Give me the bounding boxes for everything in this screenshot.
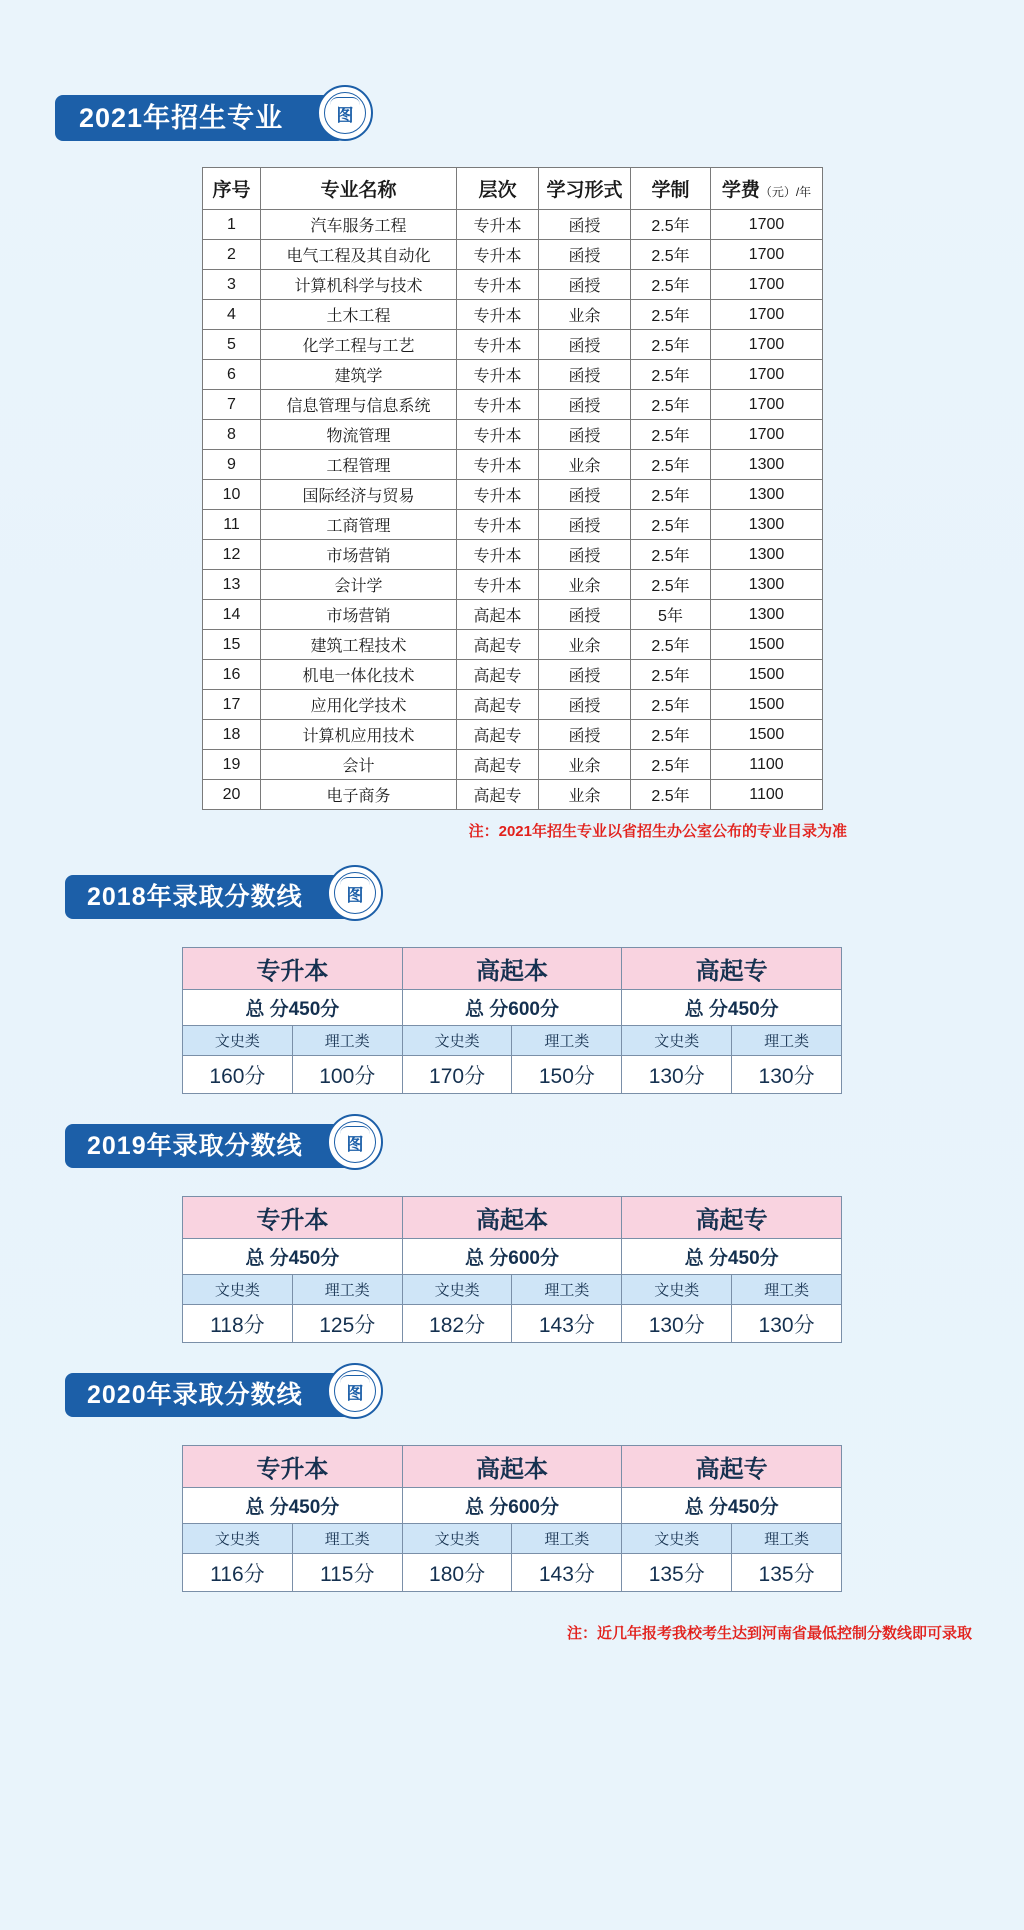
score-level-row — [183, 1446, 842, 1488]
table-row — [203, 360, 823, 390]
cell-study-form: 函授 — [539, 690, 631, 720]
table-row — [203, 300, 823, 330]
score2020-banner-label: 2020年录取分数线 — [65, 1373, 363, 1417]
table-row — [203, 480, 823, 510]
school-seal-icon — [327, 1114, 383, 1170]
school-seal-icon — [317, 85, 373, 141]
total-zsb: 总 分450分 — [183, 1239, 403, 1275]
cell-tuition: 1500 — [711, 630, 823, 660]
table-row — [203, 630, 823, 660]
cell-level: 专升本 — [457, 450, 539, 480]
cell-index: 10 — [203, 480, 261, 510]
cell-level: 高起专 — [457, 660, 539, 690]
cell-study-form: 函授 — [539, 510, 631, 540]
cell-duration: 2.5年 — [631, 240, 711, 270]
cell-major-name: 化学工程与工艺 — [261, 330, 457, 360]
cell-duration: 2.5年 — [631, 330, 711, 360]
cell-tuition: 1100 — [711, 750, 823, 780]
cell-study-form: 函授 — [539, 390, 631, 420]
cat-cell: 文史类 — [622, 1026, 732, 1056]
cell-level: 高起专 — [457, 630, 539, 660]
total-zsb: 总 分450分 — [183, 1488, 403, 1524]
cat-cell: 理工类 — [292, 1275, 402, 1305]
score-value-row — [183, 1305, 842, 1343]
cell-tuition: 1300 — [711, 510, 823, 540]
cell-index: 8 — [203, 420, 261, 450]
cell-study-form: 函授 — [539, 330, 631, 360]
table-row — [203, 390, 823, 420]
cell-tuition: 1500 — [711, 720, 823, 750]
score2018-table — [182, 947, 842, 1094]
level-zsb: 专升本 — [183, 948, 403, 990]
cat-cell: 文史类 — [183, 1026, 293, 1056]
score-cell: 125分 — [292, 1305, 402, 1343]
majors-note: 注：2021年招生专业以省招生办公室公布的专业目录为准 — [468, 823, 847, 840]
level-zsb: 专升本 — [183, 1197, 403, 1239]
cell-tuition: 1700 — [711, 390, 823, 420]
score-cell: 118分 — [183, 1305, 293, 1343]
footer-note: 注：近几年报考我校考生达到河南省最低控制分数线即可录取 — [566, 1625, 972, 1642]
majors-table — [202, 167, 823, 810]
cell-level: 专升本 — [457, 390, 539, 420]
majors-banner — [55, 95, 1024, 141]
score2020-table — [182, 1445, 842, 1592]
cell-index: 15 — [203, 630, 261, 660]
cell-level: 专升本 — [457, 210, 539, 240]
cell-major-name: 建筑工程技术 — [261, 630, 457, 660]
cell-major-name: 电子商务 — [261, 780, 457, 810]
level-gqb: 高起本 — [402, 1197, 622, 1239]
seal-glyph: 图 — [346, 1384, 364, 1403]
score2019-table — [182, 1196, 842, 1343]
cell-tuition: 1700 — [711, 240, 823, 270]
cell-level: 专升本 — [457, 510, 539, 540]
total-gqz: 总 分450分 — [622, 1239, 842, 1275]
cell-index: 3 — [203, 270, 261, 300]
cell-level: 专升本 — [457, 420, 539, 450]
table-row — [203, 720, 823, 750]
cell-index: 13 — [203, 570, 261, 600]
cell-study-form: 函授 — [539, 210, 631, 240]
score2020-banner — [65, 1373, 1024, 1419]
score-cell: 130分 — [622, 1056, 732, 1094]
cell-duration: 2.5年 — [631, 480, 711, 510]
col-tuition-unit: （元）/年 — [759, 185, 812, 199]
col-tuition — [711, 168, 823, 210]
score-cell: 130分 — [622, 1305, 732, 1343]
table-row — [203, 690, 823, 720]
cell-study-form: 函授 — [539, 480, 631, 510]
cell-index: 16 — [203, 660, 261, 690]
cell-level: 高起专 — [457, 720, 539, 750]
section-majors — [0, 95, 1024, 841]
cell-duration: 2.5年 — [631, 690, 711, 720]
cell-major-name: 工商管理 — [261, 510, 457, 540]
cell-major-name: 汽车服务工程 — [261, 210, 457, 240]
score-category-row — [183, 1275, 842, 1305]
table-row — [203, 210, 823, 240]
cell-major-name: 会计学 — [261, 570, 457, 600]
col-level: 层次 — [457, 168, 539, 210]
cell-level: 高起专 — [457, 750, 539, 780]
table-row — [203, 420, 823, 450]
cell-index: 11 — [203, 510, 261, 540]
cell-level: 专升本 — [457, 570, 539, 600]
cell-study-form: 业余 — [539, 570, 631, 600]
cat-cell: 理工类 — [512, 1275, 622, 1305]
cat-cell: 文史类 — [402, 1524, 512, 1554]
cell-major-name: 机电一体化技术 — [261, 660, 457, 690]
cat-cell: 理工类 — [732, 1524, 842, 1554]
cell-index: 9 — [203, 450, 261, 480]
cell-study-form: 函授 — [539, 720, 631, 750]
cell-index: 14 — [203, 600, 261, 630]
cell-duration: 2.5年 — [631, 420, 711, 450]
cell-major-name: 市场营销 — [261, 600, 457, 630]
cell-tuition: 1500 — [711, 690, 823, 720]
cell-major-name: 电气工程及其自动化 — [261, 240, 457, 270]
total-gqb: 总 分600分 — [402, 1239, 622, 1275]
cell-level: 专升本 — [457, 270, 539, 300]
cell-tuition: 1300 — [711, 480, 823, 510]
cat-cell: 文史类 — [183, 1524, 293, 1554]
cell-study-form: 业余 — [539, 300, 631, 330]
cell-tuition: 1300 — [711, 450, 823, 480]
score-total-row — [183, 1239, 842, 1275]
cell-major-name: 会计 — [261, 750, 457, 780]
level-gqb: 高起本 — [402, 948, 622, 990]
cell-duration: 2.5年 — [631, 270, 711, 300]
cell-tuition: 1300 — [711, 600, 823, 630]
score2019-table-wrap — [182, 1196, 842, 1343]
cell-major-name: 信息管理与信息系统 — [261, 390, 457, 420]
cell-tuition: 1700 — [711, 330, 823, 360]
cell-tuition: 1700 — [711, 210, 823, 240]
cell-duration: 2.5年 — [631, 750, 711, 780]
cell-level: 高起专 — [457, 780, 539, 810]
seal-glyph: 图 — [346, 886, 364, 905]
section-score-2020 — [0, 1373, 1024, 1592]
cell-study-form: 业余 — [539, 750, 631, 780]
cell-major-name: 国际经济与贸易 — [261, 480, 457, 510]
majors-table-wrap — [202, 167, 822, 810]
cell-duration: 2.5年 — [631, 300, 711, 330]
table-row — [203, 570, 823, 600]
cat-cell: 文史类 — [622, 1524, 732, 1554]
cell-duration: 2.5年 — [631, 720, 711, 750]
score2020-table-wrap — [182, 1445, 842, 1592]
total-gqz: 总 分450分 — [622, 990, 842, 1026]
score-category-row — [183, 1524, 842, 1554]
score-cell: 143分 — [512, 1554, 622, 1592]
cell-level: 专升本 — [457, 480, 539, 510]
majors-header-row — [203, 168, 823, 210]
score2018-table-wrap — [182, 947, 842, 1094]
cell-level: 专升本 — [457, 300, 539, 330]
table-row — [203, 240, 823, 270]
score2019-banner — [65, 1124, 1024, 1170]
cell-duration: 2.5年 — [631, 450, 711, 480]
cell-tuition: 1700 — [711, 270, 823, 300]
cell-level: 专升本 — [457, 330, 539, 360]
table-row — [203, 330, 823, 360]
cell-tuition: 1300 — [711, 570, 823, 600]
cell-major-name: 土木工程 — [261, 300, 457, 330]
table-row — [203, 660, 823, 690]
cell-major-name: 应用化学技术 — [261, 690, 457, 720]
score-cell: 160分 — [183, 1056, 293, 1094]
cell-tuition: 1700 — [711, 420, 823, 450]
cell-index: 17 — [203, 690, 261, 720]
cell-duration: 2.5年 — [631, 390, 711, 420]
cell-level: 专升本 — [457, 360, 539, 390]
cell-major-name: 物流管理 — [261, 420, 457, 450]
cat-cell: 文史类 — [183, 1275, 293, 1305]
cell-duration: 2.5年 — [631, 570, 711, 600]
cell-study-form: 函授 — [539, 360, 631, 390]
cat-cell: 理工类 — [732, 1275, 842, 1305]
school-seal-icon — [327, 1363, 383, 1419]
score-category-row — [183, 1026, 842, 1056]
cell-index: 19 — [203, 750, 261, 780]
col-duration: 学制 — [631, 168, 711, 210]
score-total-row — [183, 1488, 842, 1524]
level-gqb: 高起本 — [402, 1446, 622, 1488]
cell-index: 12 — [203, 540, 261, 570]
score-value-row — [183, 1554, 842, 1592]
score-level-row — [183, 1197, 842, 1239]
cell-index: 18 — [203, 720, 261, 750]
cat-cell: 文史类 — [622, 1275, 732, 1305]
score-cell: 116分 — [183, 1554, 293, 1592]
cell-major-name: 建筑学 — [261, 360, 457, 390]
section-score-2019 — [0, 1124, 1024, 1343]
table-row — [203, 270, 823, 300]
score2019-banner-label: 2019年录取分数线 — [65, 1124, 363, 1168]
cat-cell: 理工类 — [292, 1524, 402, 1554]
table-row — [203, 600, 823, 630]
total-zsb: 总 分450分 — [183, 990, 403, 1026]
table-row — [203, 540, 823, 570]
score-level-row — [183, 948, 842, 990]
section-score-2018 — [0, 875, 1024, 1094]
level-gqz: 高起专 — [622, 1446, 842, 1488]
col-study-form: 学习形式 — [539, 168, 631, 210]
cell-study-form: 业余 — [539, 630, 631, 660]
score-cell: 130分 — [732, 1305, 842, 1343]
col-major-name: 专业名称 — [261, 168, 457, 210]
total-gqz: 总 分450分 — [622, 1488, 842, 1524]
cell-tuition: 1700 — [711, 300, 823, 330]
cell-level: 高起本 — [457, 600, 539, 630]
cell-tuition: 1500 — [711, 660, 823, 690]
cell-index: 20 — [203, 780, 261, 810]
score-cell: 170分 — [402, 1056, 512, 1094]
score-value-row — [183, 1056, 842, 1094]
cat-cell: 理工类 — [732, 1026, 842, 1056]
cell-level: 专升本 — [457, 240, 539, 270]
col-index: 序号 — [203, 168, 261, 210]
cat-cell: 文史类 — [402, 1026, 512, 1056]
cell-tuition: 1700 — [711, 360, 823, 390]
table-row — [203, 450, 823, 480]
total-gqb: 总 分600分 — [402, 990, 622, 1026]
score-cell: 180分 — [402, 1554, 512, 1592]
score-cell: 130分 — [732, 1056, 842, 1094]
cat-cell: 理工类 — [512, 1524, 622, 1554]
cell-index: 5 — [203, 330, 261, 360]
table-row — [203, 780, 823, 810]
cell-study-form: 函授 — [539, 600, 631, 630]
cell-study-form: 函授 — [539, 660, 631, 690]
cell-duration: 2.5年 — [631, 360, 711, 390]
score-cell: 135分 — [622, 1554, 732, 1592]
total-gqb: 总 分600分 — [402, 1488, 622, 1524]
col-tuition-label: 学费 — [721, 180, 760, 201]
cell-major-name: 计算机科学与技术 — [261, 270, 457, 300]
cell-duration: 2.5年 — [631, 540, 711, 570]
level-gqz: 高起专 — [622, 1197, 842, 1239]
cell-duration: 2.5年 — [631, 660, 711, 690]
cell-duration: 2.5年 — [631, 630, 711, 660]
cat-cell: 文史类 — [402, 1275, 512, 1305]
school-seal-icon — [327, 865, 383, 921]
cell-study-form: 函授 — [539, 240, 631, 270]
seal-glyph: 图 — [336, 106, 354, 125]
score-cell: 150分 — [512, 1056, 622, 1094]
cell-duration: 2.5年 — [631, 780, 711, 810]
cell-tuition: 1300 — [711, 540, 823, 570]
score-total-row — [183, 990, 842, 1026]
majors-banner-label: 2021年招生专业 — [55, 95, 345, 141]
cell-level: 专升本 — [457, 540, 539, 570]
cell-index: 6 — [203, 360, 261, 390]
cell-study-form: 函授 — [539, 420, 631, 450]
cell-major-name: 工程管理 — [261, 450, 457, 480]
cell-index: 2 — [203, 240, 261, 270]
cell-index: 1 — [203, 210, 261, 240]
cat-cell: 理工类 — [512, 1026, 622, 1056]
score2018-banner — [65, 875, 1024, 921]
cell-duration: 2.5年 — [631, 510, 711, 540]
cell-study-form: 业余 — [539, 780, 631, 810]
cell-duration: 5年 — [631, 600, 711, 630]
cell-major-name: 市场营销 — [261, 540, 457, 570]
score-cell: 100分 — [292, 1056, 402, 1094]
level-gqz: 高起专 — [622, 948, 842, 990]
level-zsb: 专升本 — [183, 1446, 403, 1488]
cell-study-form: 业余 — [539, 450, 631, 480]
cell-major-name: 计算机应用技术 — [261, 720, 457, 750]
cell-tuition: 1100 — [711, 780, 823, 810]
cell-index: 4 — [203, 300, 261, 330]
cell-study-form: 函授 — [539, 540, 631, 570]
cell-index: 7 — [203, 390, 261, 420]
cell-duration: 2.5年 — [631, 210, 711, 240]
score-cell: 143分 — [512, 1305, 622, 1343]
seal-glyph: 图 — [346, 1135, 364, 1154]
table-row — [203, 510, 823, 540]
table-row — [203, 750, 823, 780]
score-cell: 182分 — [402, 1305, 512, 1343]
cat-cell: 理工类 — [292, 1026, 402, 1056]
cell-level: 高起专 — [457, 690, 539, 720]
score-cell: 135分 — [732, 1554, 842, 1592]
cell-study-form: 函授 — [539, 270, 631, 300]
majors-body — [203, 210, 823, 810]
score-cell: 115分 — [292, 1554, 402, 1592]
score2018-banner-label: 2018年录取分数线 — [65, 875, 363, 919]
